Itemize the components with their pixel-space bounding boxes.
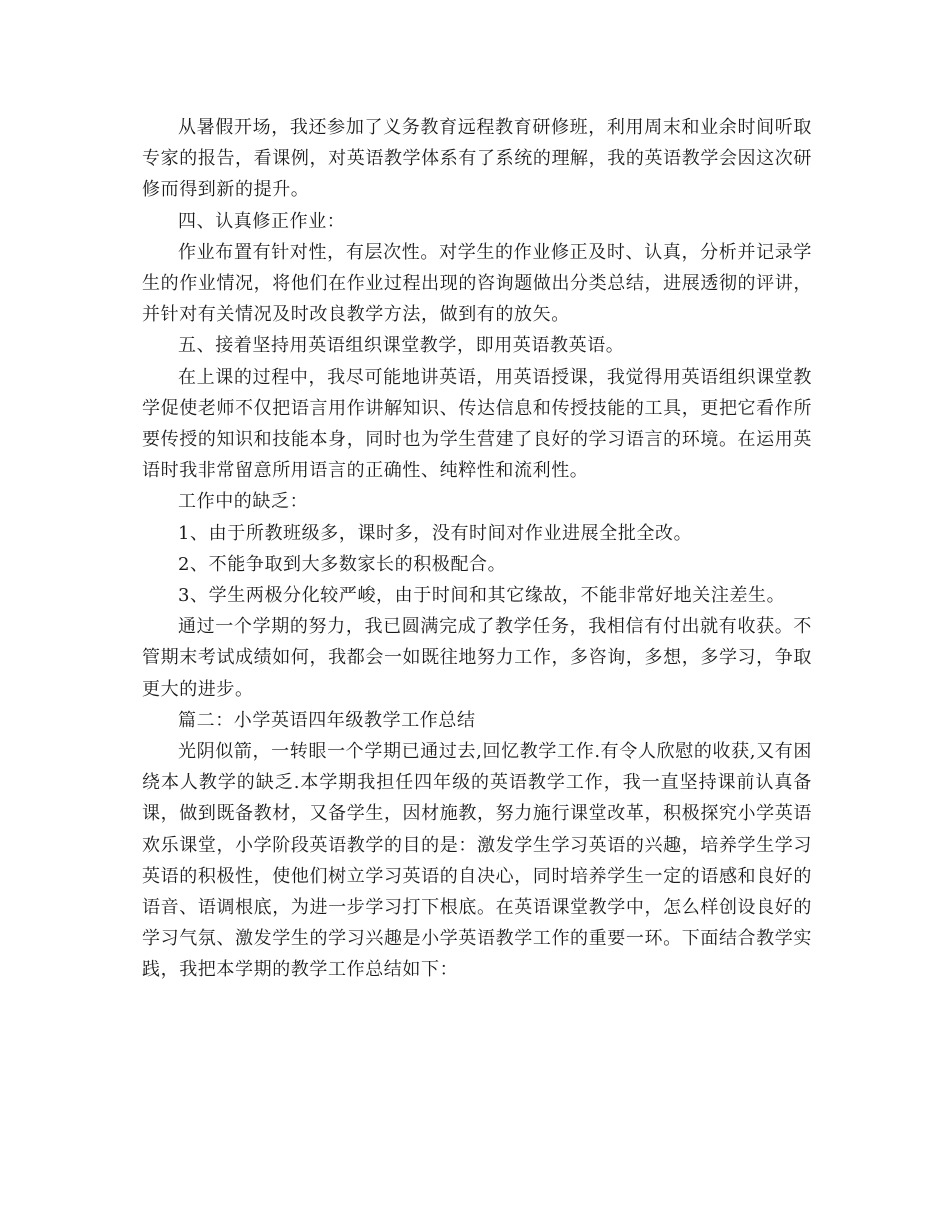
paragraph: 在上课的过程中，我尽可能地讲英语，用英语授课，我觉得用英语组织课堂教学促使老师不仅把语言用作讲解知识、传达信息和传授技能的工具，更把它看作所要传授的知识和技能本身，同时也为学生营建了良好的学习语言的环境。在运用英语时我非常留意所用语言的正确性、纯粹性和流利性。: [142, 366, 812, 482]
list-item: 1、由于所教班级多，课时多，没有时间对作业进展全批全改。: [178, 522, 693, 544]
paragraph: 从暑假开场，我还参加了义务教育远程教育研修班，利用周末和业余时间听取专家的报告，看课例，对英语教学体系有了系统的理解，我的英语教学会因这次研修而得到新的提升。: [142, 117, 812, 201]
section-heading: 工作中的缺乏：: [178, 491, 309, 513]
list-item: 3、学生两极分化较严峻，由于时间和其它缘故，不能非常好地关注差生。: [178, 585, 786, 607]
paragraph: 作业布置有针对性，有层次性。对学生的作业修正及时、认真，分析并记录学生的作业情况，将他们在作业过程出现的咨询题做出分类总结，进展透彻的评讲，并针对有关情况及时改良教学方法，做到有的放矢。: [142, 241, 812, 326]
document-body: [142, 112, 812, 986]
section-heading: 四、认真修正作业：: [178, 210, 346, 232]
article-title: 篇二：小学英语四年级教学工作总结: [178, 709, 476, 731]
section-heading: 五、接着坚持用英语组织课堂教学，即用英语教英语。: [178, 335, 625, 357]
list-item: 2、不能争取到大多数家长的积极配合。: [178, 553, 507, 575]
paragraph: 光阴似箭，一转眼一个学期已通过去,回忆教学工作.有令人欣慰的收获,又有困绕本人教学的缺乏.本学期我担任四年级的英语教学工作，我一直坚持课前认真备课，做到既备教材，又备学生，因材施教，努力施行课堂改革，积极探究小学英语欢乐课堂，小学阶段英语教学的目的是：激发学生学习英语的兴趣，培养学生学习英语的积极性，使他们树立学习英语的自决心，同时培养学生一定的语感和良好的语音、语调根底，为进一步学习打下根底。在英语课堂教学中，怎么样创设良好的学习气氛、激发学生的学习兴趣是小学英语教学工作的重要一环。下面结合教学实践，我把本学期的教学工作总结如下：: [142, 741, 812, 981]
paragraph: 通过一个学期的努力，我已圆满完成了教学任务，我相信有付出就有收获。不管期末考试成绩如何，我都会一如既往地努力工作，多咨询，多想，多学习，争取更大的进步。: [142, 616, 812, 700]
